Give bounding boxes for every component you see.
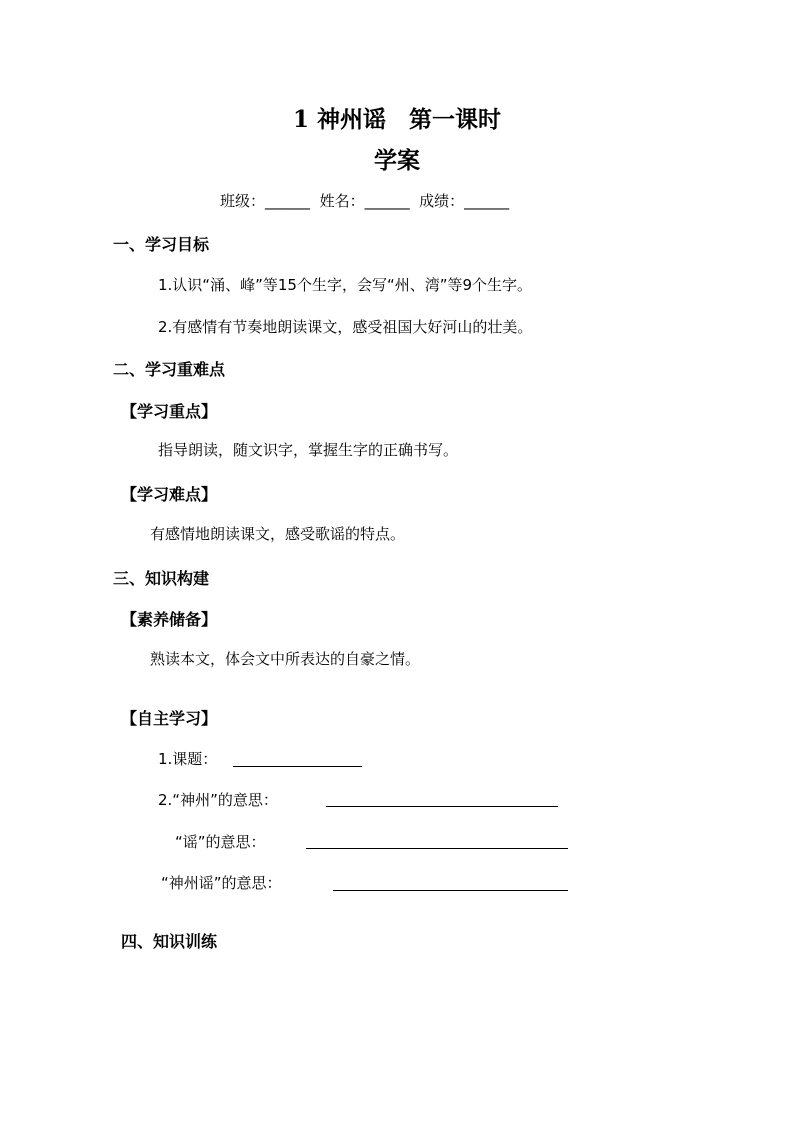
name-label: 姓名： bbox=[319, 192, 365, 210]
section-heading-key-points: 二、学习重难点 bbox=[113, 360, 226, 379]
objective-item-2: 2.有感情有节奏地朗读课文，感受祖国大好河山的壮美。 bbox=[158, 318, 533, 336]
score-label: 成绩： bbox=[419, 192, 465, 210]
section-heading-practice: 四、知识训练 bbox=[121, 932, 218, 951]
objective-item-1: 1.认识“涌、峰”等15个生字，会写“州、湾”等9个生字。 bbox=[158, 276, 533, 294]
section-heading-knowledge: 三、知识构建 bbox=[113, 569, 210, 588]
student-info-row bbox=[220, 190, 509, 211]
question-yao-blank[interactable] bbox=[306, 848, 568, 849]
focus-text: 指导朗读，随文识字，掌握生字的正确书写。 bbox=[158, 441, 459, 459]
section-heading-objectives: 一、学习目标 bbox=[113, 235, 210, 254]
class-label: 班级： bbox=[220, 192, 266, 210]
question-shenzhouyao-label: “神州谣”的意思： bbox=[161, 874, 282, 892]
question-title-label: 1.课题： bbox=[158, 750, 218, 768]
prep-label: 【素养储备】 bbox=[121, 610, 218, 629]
score-blank: ______ bbox=[464, 192, 510, 210]
name-blank: ______ bbox=[364, 192, 410, 210]
question-shenzhou-label: 2.“神州”的意思： bbox=[158, 791, 278, 809]
class-blank: ______ bbox=[265, 192, 311, 210]
difficulty-text: 有感情地朗读课文，感受歌谣的特点。 bbox=[150, 525, 406, 543]
focus-label: 【学习重点】 bbox=[121, 402, 218, 421]
difficulty-label: 【学习难点】 bbox=[121, 485, 218, 504]
page-title: 1 神州谣 第一课时 bbox=[292, 106, 501, 133]
prep-text: 熟读本文，体会文中所表达的自豪之情。 bbox=[150, 650, 421, 668]
question-yao-label: “谣”的意思： bbox=[175, 833, 266, 851]
page-subtitle: 学案 bbox=[374, 147, 420, 174]
question-title-blank[interactable] bbox=[233, 766, 362, 767]
question-shenzhou-blank[interactable] bbox=[326, 806, 558, 807]
self-study-label: 【自主学习】 bbox=[121, 709, 218, 728]
question-shenzhouyao-blank[interactable] bbox=[333, 890, 568, 891]
